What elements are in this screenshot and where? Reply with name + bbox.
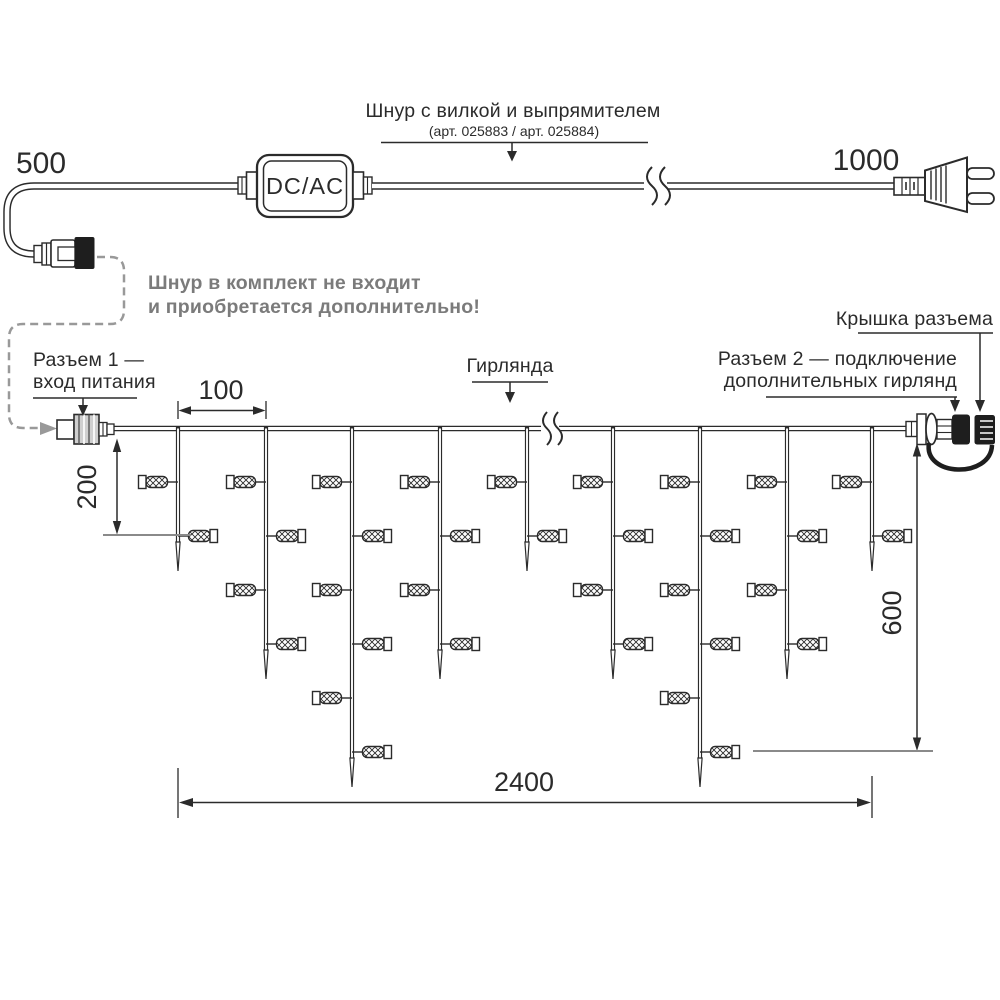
dim-600: 600 bbox=[877, 590, 907, 636]
lamp-icon bbox=[661, 692, 701, 705]
arrow-left-icon bbox=[179, 798, 193, 807]
converter-box bbox=[238, 155, 372, 217]
lamp-icon bbox=[872, 530, 912, 543]
drop-tip bbox=[350, 758, 354, 787]
arrow-up-icon bbox=[113, 439, 121, 453]
connector-cap bbox=[975, 415, 996, 445]
icicle-drop bbox=[574, 427, 653, 680]
lamp-icon bbox=[787, 638, 827, 651]
cord-callout bbox=[365, 100, 660, 162]
dimension-200 bbox=[72, 439, 191, 536]
lamp-icon bbox=[613, 638, 653, 651]
icicle-drop bbox=[401, 427, 480, 680]
lamp-icon bbox=[574, 476, 614, 489]
lamp-icon bbox=[748, 476, 788, 489]
lamp-icon bbox=[266, 530, 306, 543]
connector2-body bbox=[952, 415, 970, 445]
lamp-icon bbox=[313, 476, 353, 489]
connector1-label-line2: вход питания bbox=[33, 371, 156, 393]
dim-200: 200 bbox=[72, 464, 102, 510]
connector2-label-line2: дополнительных гирлянд bbox=[723, 370, 957, 392]
lamp-icon bbox=[352, 746, 392, 759]
icicle-drops bbox=[139, 427, 912, 788]
connector2 bbox=[906, 414, 995, 470]
cord-label: Шнур с вилкой и выпрямителем bbox=[365, 100, 661, 122]
arrow-right-icon bbox=[40, 422, 57, 435]
lamp-icon bbox=[352, 638, 392, 651]
lamp-icon bbox=[700, 746, 740, 759]
wire-break-icon bbox=[543, 412, 562, 445]
lamp-icon bbox=[748, 584, 788, 597]
drop-tip bbox=[870, 542, 874, 571]
drop-tip bbox=[698, 758, 702, 787]
lamp-icon bbox=[266, 638, 306, 651]
arrow-down-icon bbox=[113, 521, 121, 535]
connector1 bbox=[57, 415, 114, 445]
dim-2400: 2400 bbox=[493, 767, 555, 797]
arrow-right-icon bbox=[857, 798, 871, 807]
connector2-label-line1: Разъем 2 — подключение bbox=[717, 348, 957, 370]
arrow-left-icon bbox=[179, 406, 192, 415]
note-line2: и приобретается дополнительно! bbox=[148, 296, 481, 318]
drop-tip bbox=[176, 542, 180, 571]
arrow-down-icon bbox=[913, 738, 921, 752]
lamp-icon bbox=[227, 584, 267, 597]
note-not-included bbox=[148, 272, 480, 318]
lamp-icon bbox=[574, 584, 614, 597]
plug-pin bbox=[967, 193, 994, 204]
lamp-icon bbox=[313, 584, 353, 597]
connector-black-plug bbox=[75, 238, 94, 269]
lamp-icon bbox=[700, 638, 740, 651]
dim-100: 100 bbox=[198, 375, 244, 405]
lamp-icon bbox=[613, 530, 653, 543]
icicle-drop bbox=[488, 427, 567, 572]
lamp-icon bbox=[401, 584, 441, 597]
lamp-icon bbox=[313, 692, 353, 705]
cord-label-art: (арт. 025883 / арт. 025884) bbox=[428, 123, 600, 139]
drop-tip bbox=[438, 650, 442, 679]
note-line1: Шнур в комплект не входит bbox=[148, 272, 421, 294]
lamp-icon bbox=[833, 476, 873, 489]
lamp-icon bbox=[661, 476, 701, 489]
icicle-drop bbox=[661, 427, 740, 788]
lamp-icon bbox=[440, 638, 480, 651]
lamp-icon bbox=[139, 476, 179, 489]
arrow-down-icon bbox=[507, 151, 517, 162]
callout-connector2 bbox=[718, 348, 960, 412]
icicle-drop bbox=[833, 427, 912, 572]
power-plug bbox=[894, 158, 994, 213]
cord-right-cable bbox=[372, 167, 897, 205]
cable-break-icon bbox=[647, 167, 670, 205]
converter-label: DC/AC bbox=[265, 173, 345, 199]
icicle-drop bbox=[313, 427, 392, 788]
lamp-icon bbox=[700, 530, 740, 543]
drop-tip bbox=[264, 650, 268, 679]
arrow-down-icon bbox=[505, 392, 515, 403]
icicle-drop bbox=[748, 427, 827, 680]
arrow-down-icon bbox=[975, 400, 985, 412]
dashed-connection-path bbox=[9, 257, 124, 435]
drop-tip bbox=[525, 542, 529, 571]
dim-cord-left: 500 bbox=[15, 147, 67, 180]
lamp-icon bbox=[661, 584, 701, 597]
callout-connector1 bbox=[33, 349, 156, 416]
lamp-icon bbox=[787, 530, 827, 543]
cap-leash bbox=[929, 443, 992, 470]
cap-label: Крышка разъема bbox=[835, 308, 993, 330]
drop-tip bbox=[611, 650, 615, 679]
callout-garland bbox=[466, 355, 553, 403]
power-cord-assembly bbox=[7, 100, 994, 318]
lamp-icon bbox=[352, 530, 392, 543]
lamp-icon bbox=[488, 476, 528, 489]
arrow-right-icon bbox=[253, 406, 266, 415]
icicle-drop bbox=[139, 427, 218, 572]
dimension-2400 bbox=[178, 767, 872, 818]
connector1-label-line1: Разъем 1 — bbox=[33, 349, 145, 371]
lamp-icon bbox=[527, 530, 567, 543]
plug-pin bbox=[967, 168, 994, 179]
icicle-drop bbox=[227, 427, 306, 680]
garland-label: Гирлянда bbox=[466, 355, 554, 377]
cord-end-connector bbox=[34, 238, 94, 269]
lamp-icon bbox=[227, 476, 267, 489]
lamp-icon bbox=[440, 530, 480, 543]
dim-cord-right: 1000 bbox=[832, 144, 900, 177]
dimension-100 bbox=[178, 375, 266, 419]
lamp-icon bbox=[401, 476, 441, 489]
arrow-down-icon bbox=[950, 400, 960, 412]
dimension-600 bbox=[753, 443, 933, 751]
drop-tip bbox=[785, 650, 789, 679]
garland-assembly bbox=[57, 412, 995, 787]
